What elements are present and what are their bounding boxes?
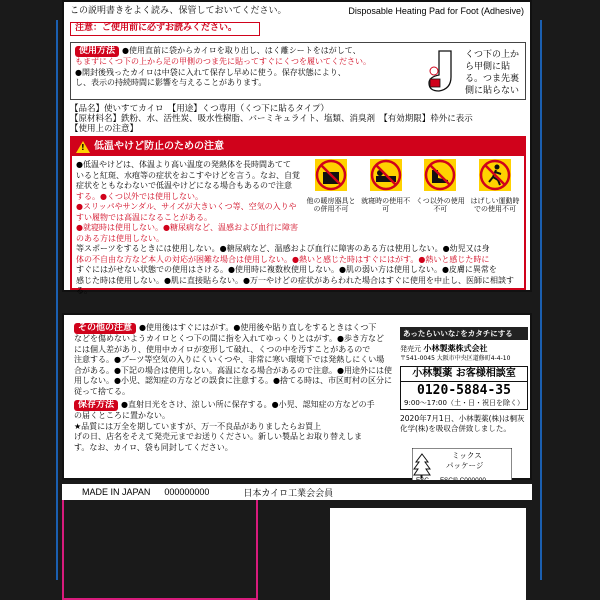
usage-label: 使用方法 [75,46,119,57]
foot-sock-illustration-icon [425,49,465,95]
support-box [400,366,528,410]
association-label: 日本カイロ工業会会員 [243,488,334,499]
usage-text: 使用方法 ●使用直前に袋からカイロを取り出し、はく離シートをはがして、 もまずにくつ下の上から足の甲側のつま先に貼ってすぐにくつを履いてください。 ●開封後残ったカイロは中袋に入れて保存し早めに使う。保存状態により、 し、表示の持続時間に影響を与えることがあります。 [75,46,371,87]
blank-white-box [330,508,526,600]
warning-triangle-icon [76,141,90,153]
prohibition-icons [306,158,520,230]
merger-note: 2020年7月1日、小林製薬(株)は桐灰化学(株)を吸収合併致しました。 [400,414,525,433]
made-in-label: MADE IN JAPAN [82,487,151,497]
other-label: その他の注意 [74,323,136,334]
support-hours: 9:00〜17:00（土・日・祝日を除く） [404,399,524,407]
illustration-caption: くつ下の上から甲側に貼る。つま先裏側に貼らない [465,50,520,96]
no-bedtime-icon [369,158,403,192]
right-blue-border [540,20,542,580]
icon-cell-1: 他の暖房器具との併用不可 [306,158,356,230]
warning-full-text: 等スポーツをするときには使用しない。●糖尿病など、温感および血行に障害のある方は使用しない。●幼児又は身 体の不自由な方など本人の対応が困難な場合は使用しない。●熱いと感じた時はすぐにはがす。●熱いと感じた時に すぐにはがせない状態での使用はさける。●使用時に複数枚使用しない。●肌の弱い方は使用しない。●皮膚に異常を 感じた時は使用しない。●肌に直接貼らない。●万一やけどの症状があらわれた場合はすぐに使用を中止し、医師に相談する。 [76,244,514,295]
company-info: あったらいいな♪をカタチにする 発売元 小林製薬株式会社 〒541-0045 大阪市中央区道修町4-4-10 小林製薬 お客様相談室 0120-5884-35 9:00〜17:00（土・日・祝日を除く） 2020年7月1日、小林製薬(株)は桐灰化学(株)を吸収合併致しました。 [400,327,528,451]
product-info: 【品名】使いすてカイロ 【用途】くつ専用（くつ下に貼るタイプ） 【原材料名】鉄粉、水、活性炭、吸水性樹脂、バーミキュライト、塩類、消臭剤 【有効期限】枠外に表示 【使用上の注意】 [70,104,473,134]
english-title: Disposable Heating Pad for Foot (Adhesive) [348,6,524,16]
other-notes: その他の注意 ●使用後はすぐにはがす。●使用後や貼り直しをするときはくつ下 などを傷めないようカイロとくつ下の間に指を入れてゆっくりとはがす。●歩き方など には個人差があり、使用中カイロが変形して破れ、くつの中を汚すことがあるので 注意する。●ブーツ等空気の入りにくいくつや、非常に寒い環境下では発熱しにくい場 合がある。●下記の場合は使用しない。高温になる場合があるので注意。●用途外には使 用しない。●小児、認知症の方などの誤食に注意する。●捨てる時は、市区町村の区分に 従って捨てる。 保存方法 ●直射日光をさけ、涼しい所に保存する。●小児、認知症の方などの手 の届くところに置かない。 ★品質には万全を期していますが、万一不良品がありましたらお買上 げの日、店名をそえて発売元までお送りください。新しい製品とお取り替えしま す。なお、カイロ、袋も同封してください。 [74,323,392,452]
support-phone: 0120-5884-35 [417,383,511,398]
warning-header: ! 低温やけど防止のための注意 [72,138,524,156]
no-shoes-icon [423,158,457,192]
no-exercise-icon [478,158,512,192]
notice-bar: 注意：ご使用前に必ずお読みください。 [70,22,260,36]
intro-text: この説明書きをよく読み、保管しておいてください。 [70,6,287,16]
usage-section [70,42,526,100]
instructions-panel [62,0,532,295]
icon-cell-3: くつ以外の使用不可 [415,158,465,230]
seller-name: 小林製薬株式会社 [423,344,488,353]
company-tagline: あったらいいな♪をカタチにする [400,327,528,340]
product-code: 000000000 [164,487,210,497]
bottom-strip [62,484,532,500]
fsc-mark: ミックス パッケージ [412,448,512,486]
burn-warning-section [70,136,526,295]
warning-left-text: ●低温やけどは、体温より高い温度の発熱体を長時間あてて いると紅斑、水疱等の症状をおこすやけどを言う。なお、自覚 症状をともなわないで低温やけどになる場合もあるので注意 する。●くつ以外では使用しない。 ●スリッパやサンダル、サイズが大きいくつ等、空気の入りやすい履物では高温になることがある。 ●就寝時は使用しない。●糖尿病など、温感および血行に障害のある方は使用しない。 [76,160,300,243]
no-heater-icon [314,158,348,192]
support-label: 小林製薬 お客様相談室 [401,367,527,382]
left-blue-border [56,20,58,580]
icon-cell-2: 就寝時の使用不可 [361,158,411,230]
icon-cell-4: はげしい運動時での使用不可 [470,158,520,230]
company-address: 〒541-0045 大阪市中央区道修町4-4-10 [400,355,511,362]
magenta-outline-box [62,500,258,600]
storage-label: 保存方法 [74,400,118,411]
